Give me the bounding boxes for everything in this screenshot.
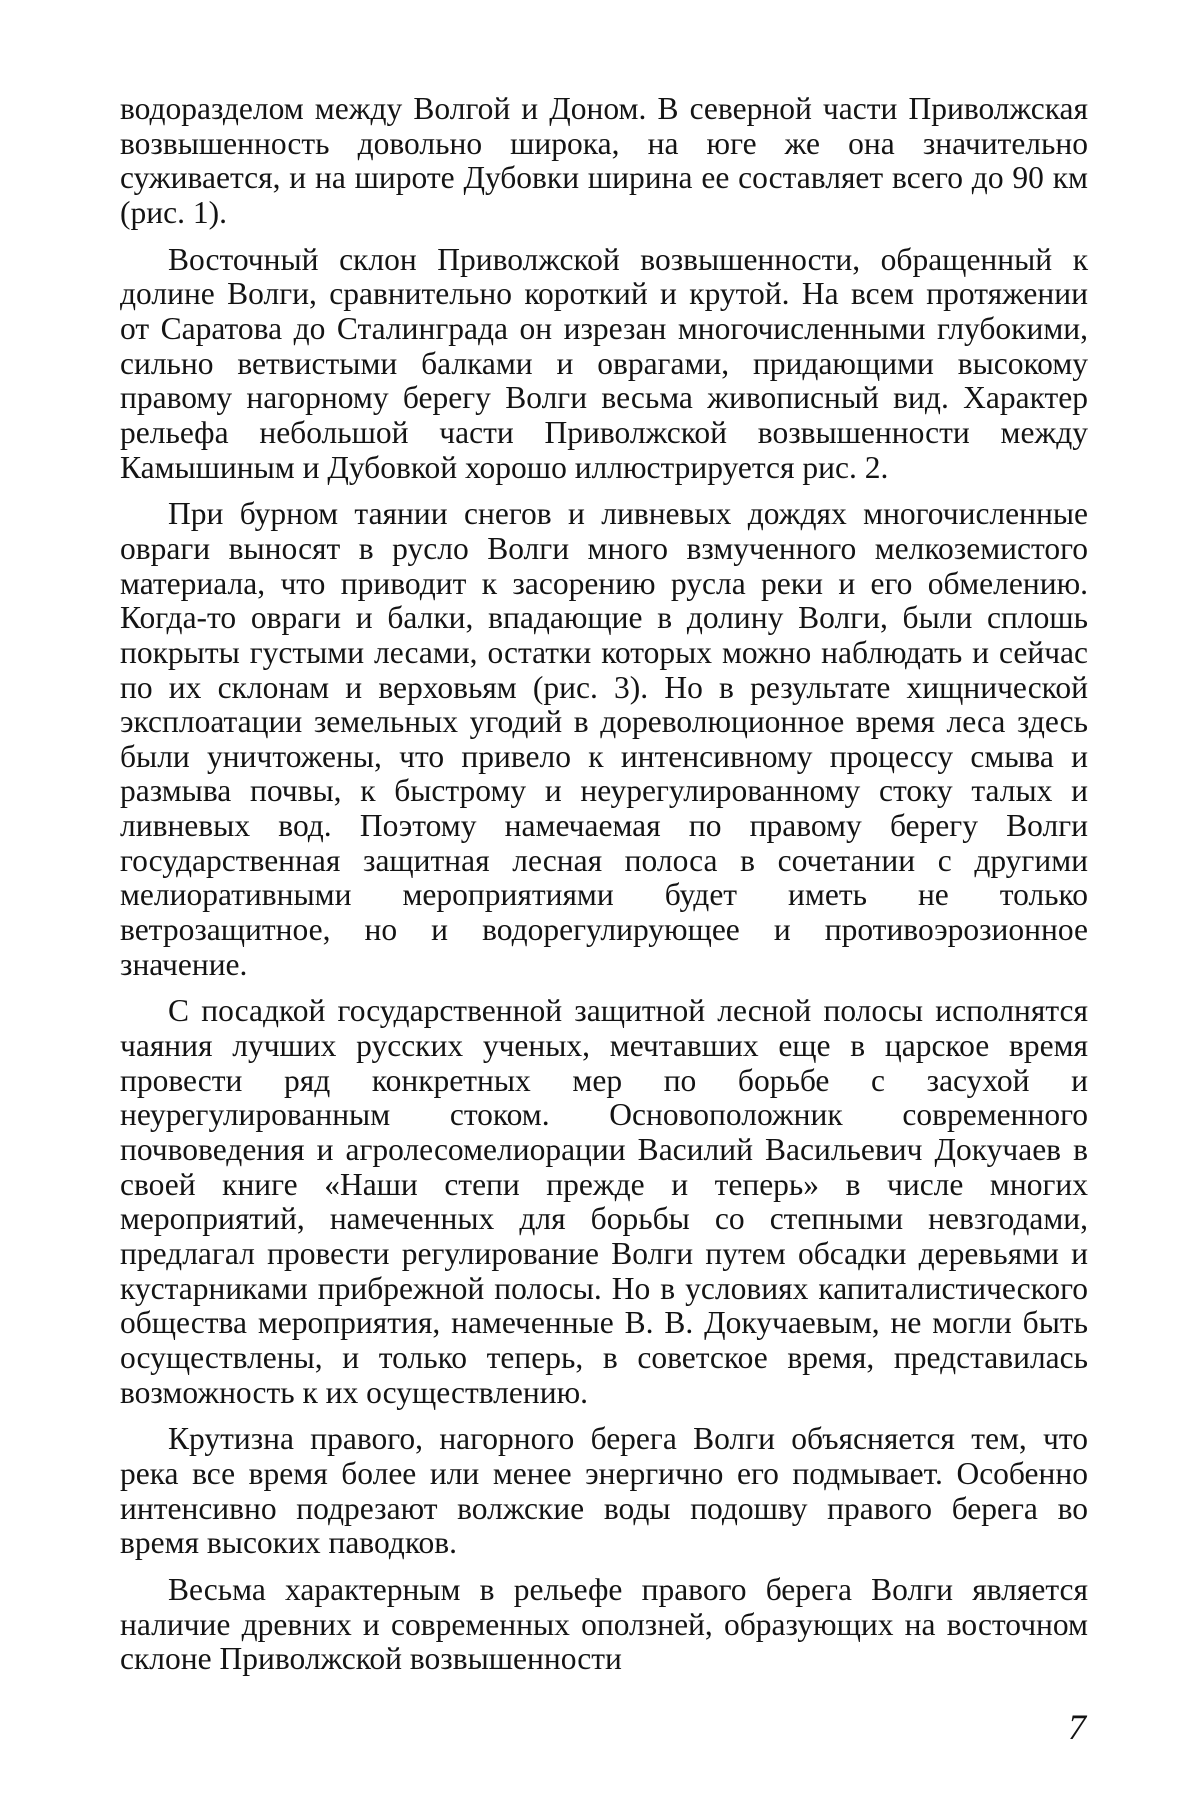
paragraph-3: При бурном таянии снегов и ливневых дождях многочисленные овраги выносят в русло Волги много взмученного мелкоземистого материала, что приводит к засорению русла реки и его обмелению. Когда-то овраги и балки, впадающие в долину Волги, были сплошь покрыты густыми лесами, остатки которых можно наблюдать и сейчас по их склонам и верховьям (рис. 3). Но в результате хищнической эксплоатации земельных угодий в дореволюционное время леса здесь были уничтожены, что привело к интенсивному процессу смыва и размыва почвы, к быстрому и неурегулированному стоку талых и ливневых вод. Поэтому намечаемая по правому берегу Волги государственная защитная лесная полоса в сочетании с другими мелиоративными мероприятиями будет иметь не только ветрозащитное, но и водорегулирующее и противоэрозионное значение. bbox=[120, 496, 1088, 982]
paragraph-5: Крутизна правого, нагорного берега Волги объясняется тем, что река все время более или менее энергично его подмывает. Особенно интенсивно подрезают волжские воды подошву правого берега во время высоких паводков. bbox=[120, 1421, 1088, 1561]
paragraph-2: Восточный склон Приволжской возвышенности, обращенный к долине Волги, сравнительно короткий и крутой. На всем протяжении от Саратова до Сталинграда он изрезан многочисленными глубокими, сильно ветвистыми балками и оврагами, придающими высокому правому нагорному берегу Волги весьма живописный вид. Характер рельефа небольшой части Приволжской возвышенности между Камышиным и Дубовкой хорошо иллюстрируется рис. 2. bbox=[120, 241, 1088, 485]
paragraph-4: С посадкой государственной защитной лесной полосы исполнятся чаяния лучших русских ученых, мечтавших еще в царское время провести ряд конкретных мер по борьбе с засухой и неурегулированным стоком. Основоположник современного почвоведения и агролесомелиорации Василий Васильевич Докучаев в своей книге «Наши степи прежде и теперь» в числе многих мероприятий, намеченных для борьбы со степными невзгодами, предлагал провести регулирование Волги путем обсадки деревьями и кустарниками прибрежной полосы. Но в условиях капиталистического общества мероприятия, намеченные В. В. Докучаевым, не могли быть осуществлены, и только теперь, в советское время, представилась возможность к их осуществлению. bbox=[120, 993, 1088, 1410]
paragraph-6: Весьма характерным в рельефе правого берега Волги является наличие древних и современных оползней, образующих на восточном склоне Приволжской возвышенности bbox=[120, 1571, 1088, 1677]
body-text bbox=[120, 92, 1088, 1689]
paragraph-1: водоразделом между Волгой и Доном. В северной части Приволжская возвышенность довольно широка, на юге же она значительно суживается, и на широте Дубовки ширина ее составляет всего до 90 км (рис. 1). bbox=[120, 91, 1088, 230]
page-number: 7 bbox=[1068, 1707, 1086, 1747]
